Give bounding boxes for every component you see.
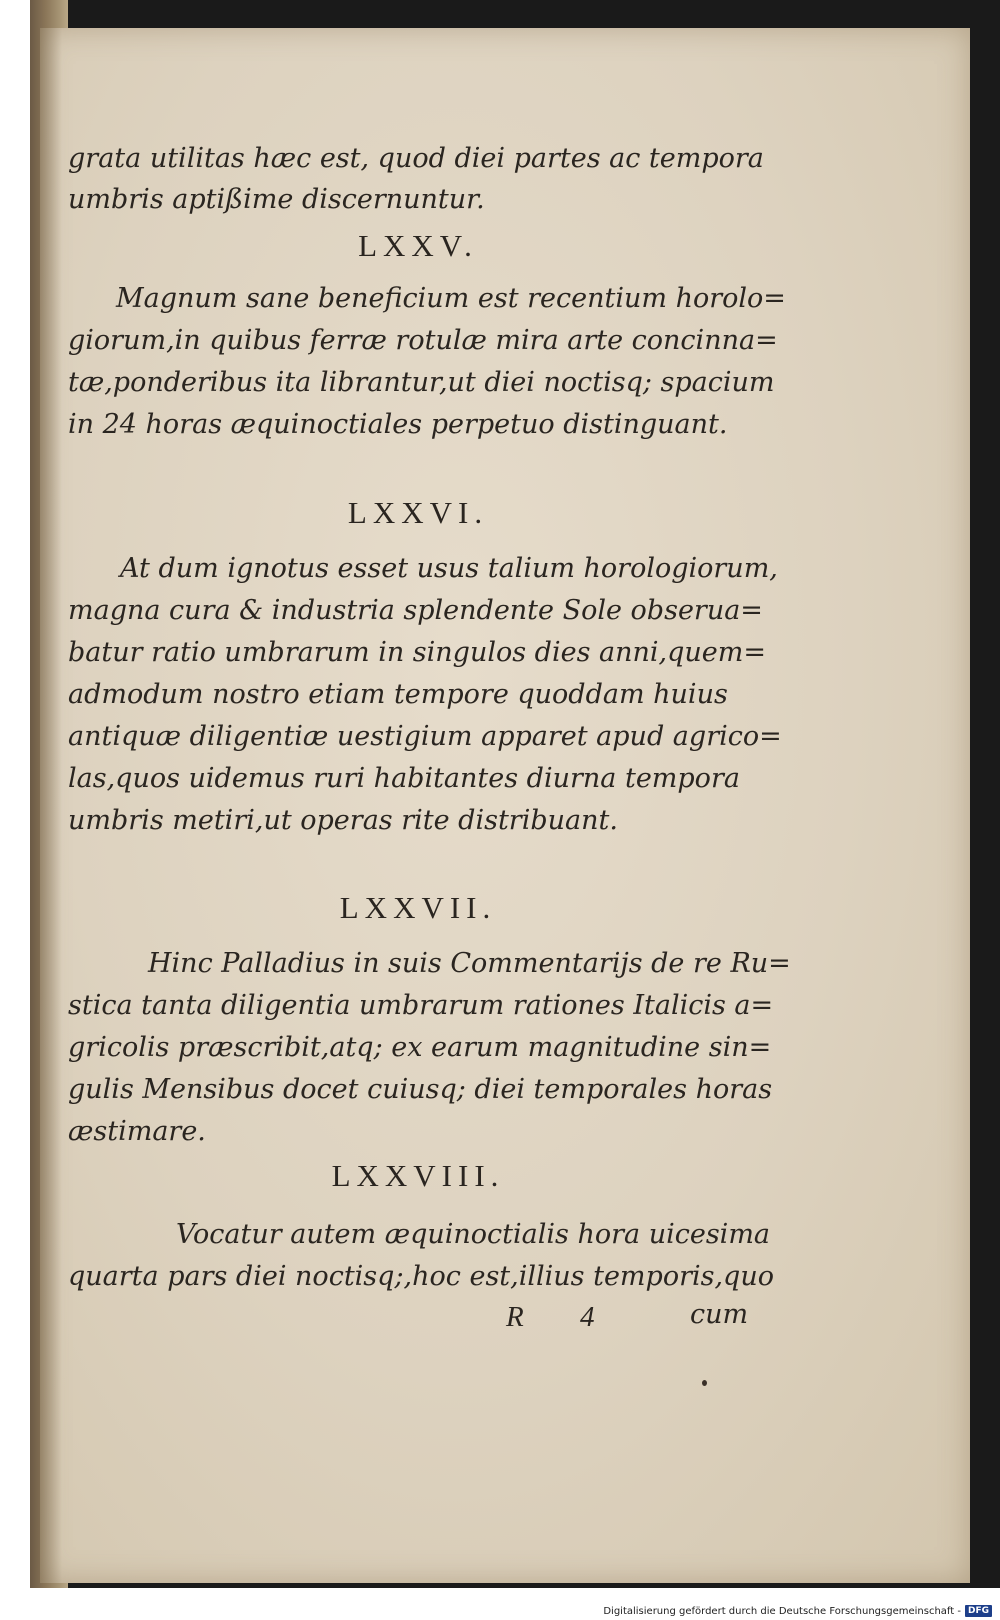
text-line: stica tanta diligentia umbrarum rationes Italicis a= bbox=[68, 990, 774, 1021]
scan-frame bbox=[30, 0, 1000, 1588]
text-line: umbris aptißime discernuntur. bbox=[68, 184, 485, 215]
text-line: batur ratio umbrarum in singulos dies anni,quem= bbox=[68, 637, 766, 668]
section-heading: LXXVI. bbox=[347, 495, 489, 530]
signature-number: 4 bbox=[580, 1301, 595, 1333]
text-line: antiquæ diligentiæ uestigium apparet apud agrico= bbox=[68, 721, 782, 752]
text-line: magna cura & industria splendente Sole obserua= bbox=[68, 595, 763, 626]
text-line: grata utilitas hæc est, quod diei partes ac tempora bbox=[68, 143, 764, 174]
signature-mark: R bbox=[506, 1301, 524, 1333]
dfg-logo-icon: DFG bbox=[965, 1605, 992, 1617]
text-line: Magnum sane beneficium est recentium horolo= bbox=[116, 283, 786, 314]
text-line: admodum nostro etiam tempore quoddam huius bbox=[68, 679, 728, 710]
section-heading: LXXVII. bbox=[339, 890, 497, 925]
catchword: cum bbox=[690, 1299, 749, 1330]
text-line: At dum ignotus esset usus talium horologiorum, bbox=[120, 553, 778, 584]
text-line: æstimare. bbox=[68, 1116, 206, 1147]
section-heading: LXXVIII. bbox=[331, 1158, 505, 1193]
book-page bbox=[40, 28, 970, 1583]
section-heading: LXXV. bbox=[358, 228, 478, 263]
page-gutter-shadow bbox=[40, 28, 62, 1583]
text-line: gricolis præscribit,atq; ex earum magnitudine sin= bbox=[68, 1032, 772, 1063]
text-line: gulis Mensibus docet cuiusq; diei temporales horas bbox=[68, 1074, 773, 1105]
digitization-credit bbox=[603, 1605, 992, 1617]
text-line: las,quos uidemus ruri habitantes diurna tempora bbox=[68, 763, 740, 794]
text-line: quarta pars diei noctisq;,hoc est,illius temporis,quo bbox=[68, 1261, 774, 1292]
text-line: in 24 horas æquinoctiales perpetuo distinguant. bbox=[68, 409, 728, 440]
text-line: Vocatur autem æquinoctialis hora uicesima bbox=[176, 1219, 771, 1250]
text-line: umbris metiri,ut operas rite distribuant. bbox=[68, 805, 618, 836]
text-line: giorum,in quibus ferræ rotulæ mira arte concinna= bbox=[68, 325, 778, 356]
ink-speck bbox=[702, 1380, 707, 1386]
credit-text: Digitalisierung gefördert durch die Deutsche Forschungsgemeinschaft - bbox=[603, 1605, 961, 1617]
text-line: tæ,ponderibus ita librantur,ut diei noctisq; spacium bbox=[68, 367, 775, 398]
text-line: Hinc Palladius in suis Commentarijs de re Ru= bbox=[148, 948, 791, 979]
